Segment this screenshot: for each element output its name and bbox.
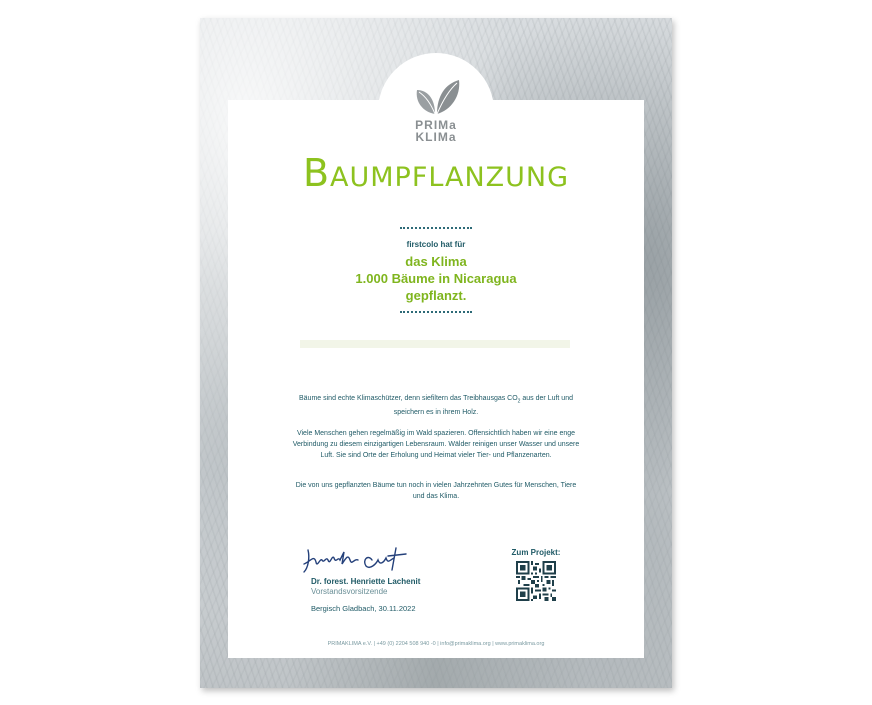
signer-name: Dr. forest. Henriette Lachenit (311, 577, 421, 586)
place-and-date: Bergisch Gladbach, 30.11.2022 (311, 604, 416, 613)
leaf-logo-icon (411, 78, 461, 116)
logo-line-1: PRIMa (415, 118, 457, 132)
signature-graphic (302, 546, 428, 576)
co2-subscript: 2 (517, 398, 521, 405)
paragraph-1-text-b: aus der Luft und speichern es in ihrem Holz. (393, 395, 573, 417)
qr-code-icon[interactable] (516, 561, 556, 601)
subject-line: firstcolo hat für (406, 240, 466, 249)
logo-wordmark (386, 119, 486, 143)
certificate (200, 18, 672, 688)
name-field-bar (300, 340, 570, 348)
footer-contact: PRIMAKLIMA e.V. | +49 (0) 2204 508 940 -0 | info@primaklima.org | www.primaklima.org (327, 641, 545, 647)
paragraph-1 (292, 393, 580, 418)
qr-label: Zum Projekt: (511, 548, 561, 557)
signer-role: Vorstandsvorsitzende (311, 587, 388, 596)
certificate-title: Baumpflanzung (302, 151, 570, 195)
highlight-line-1: das Klima (405, 254, 467, 269)
paragraph-3: Die von uns gepflanzten Bäume tun noch in vielen Jahrzehnten Gutes für Menschen, Tiere und das Klima. (295, 482, 577, 500)
logo-line-2: KLIMa (415, 130, 457, 144)
paragraph-1-text-a: Bäume sind echte Klimaschützer, denn siefiltern das Treibhausgas CO (299, 395, 518, 402)
paragraph-2: Viele Menschen gehen regelmäßig im Wald spazieren. Offensichtlich haben wir eine enge Verbindung zu diesem einzigartigen Lebensraum. Wälder reinigen unser Wasser und unsere Luft. Sie sind Orte der Erholung und Heimat vieler Tier- und Pflanzenarten. (292, 430, 580, 459)
highlight-line-3: gepflanzt. (405, 288, 467, 303)
highlight-line-2: 1.000 Bäume in Nicaragua (355, 271, 517, 286)
dotted-divider-top (400, 227, 472, 229)
dotted-divider-bottom (400, 311, 472, 313)
